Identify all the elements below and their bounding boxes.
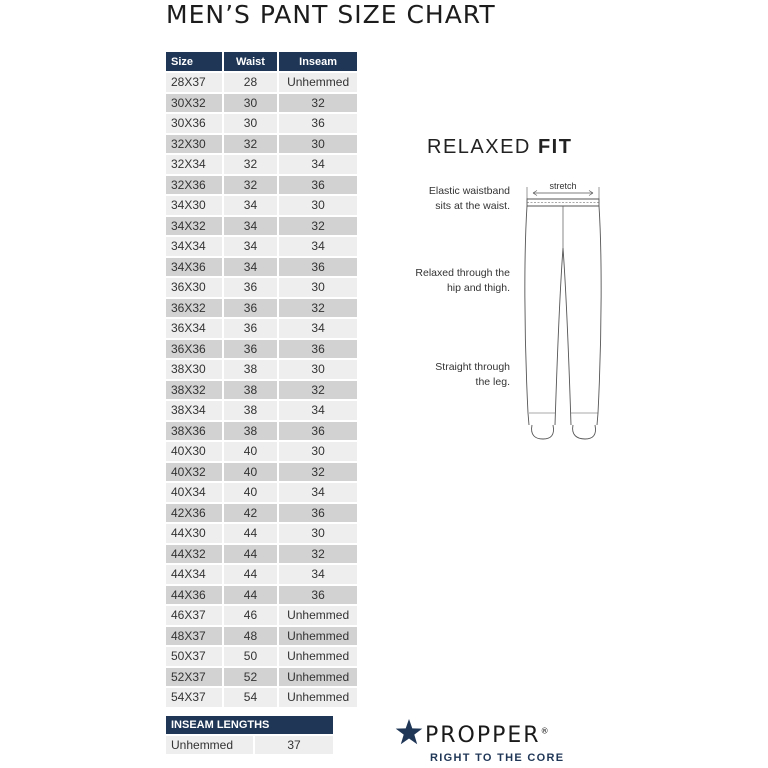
cell-size: 44X32 xyxy=(166,545,222,564)
table-row xyxy=(166,688,357,707)
cell-size: 34X34 xyxy=(166,237,222,256)
cell-inseam: 36 xyxy=(279,340,357,359)
table-row xyxy=(166,401,357,420)
cell-inseam: Unhemmed xyxy=(279,688,357,707)
cell-size: 40X30 xyxy=(166,442,222,461)
cell-inseam: 34 xyxy=(279,401,357,420)
cell-inseam: 30 xyxy=(279,135,357,154)
cell-inseam: 32 xyxy=(279,463,357,482)
cell-inseam: 32 xyxy=(279,94,357,113)
cell-size: 32X34 xyxy=(166,155,222,174)
fit-note-line: Relaxed through the xyxy=(415,267,510,279)
cell-inseam: Unhemmed xyxy=(279,606,357,625)
cell-waist: 38 xyxy=(224,401,278,420)
cell-inseam: 30 xyxy=(279,524,357,543)
stretch-label: stretch xyxy=(549,181,577,191)
cell-waist: 30 xyxy=(224,94,278,113)
inseam-lengths-table xyxy=(166,716,333,754)
cell-size: 32X30 xyxy=(166,135,222,154)
table-header-row xyxy=(166,52,357,71)
cell-size: 36X30 xyxy=(166,278,222,297)
cell-inseam: Unhemmed xyxy=(279,627,357,646)
cell-size: 40X34 xyxy=(166,483,222,502)
cell-inseam: 34 xyxy=(279,237,357,256)
cell-waist: 40 xyxy=(224,483,278,502)
cell-waist: 34 xyxy=(224,217,278,236)
table-row xyxy=(166,176,357,195)
cell-waist: 40 xyxy=(224,442,278,461)
cell-size: 32X36 xyxy=(166,176,222,195)
cell-waist: 44 xyxy=(224,565,278,584)
cell-size: 40X32 xyxy=(166,463,222,482)
table-row xyxy=(166,155,357,174)
cell-size: 36X32 xyxy=(166,299,222,318)
table-row xyxy=(166,217,357,236)
cell-waist: 48 xyxy=(224,627,278,646)
cell-size: 30X36 xyxy=(166,114,222,133)
table-row xyxy=(166,504,357,523)
size-table xyxy=(164,50,359,709)
table-row xyxy=(166,627,357,646)
cell-waist: 34 xyxy=(224,237,278,256)
fit-note-line: Elastic waistband xyxy=(428,185,510,197)
cell-size: 28X37 xyxy=(166,73,222,92)
cell-waist: 30 xyxy=(224,114,278,133)
cell-waist: 32 xyxy=(224,135,278,154)
cell-inseam: 36 xyxy=(279,114,357,133)
table-row xyxy=(166,340,357,359)
cell-inseam: 36 xyxy=(279,258,357,277)
cell-inseam: 36 xyxy=(279,504,357,523)
cell-inseam: 34 xyxy=(279,155,357,174)
table-row xyxy=(166,442,357,461)
cell-size: 54X37 xyxy=(166,688,222,707)
table-row xyxy=(166,319,357,338)
cell-size: 50X37 xyxy=(166,647,222,666)
table-row xyxy=(166,565,357,584)
cell-waist: 44 xyxy=(224,524,278,543)
cell-size: 34X30 xyxy=(166,196,222,215)
table-row xyxy=(166,668,357,687)
cell-size: 48X37 xyxy=(166,627,222,646)
cell-waist: 52 xyxy=(224,668,278,687)
cell-inseam: 30 xyxy=(279,442,357,461)
cell-inseam: 30 xyxy=(279,196,357,215)
fit-note-line: hip and thigh. xyxy=(446,282,510,294)
fit-note-line: Straight through xyxy=(435,361,510,373)
star-icon xyxy=(395,718,423,746)
brand-name xyxy=(425,723,551,748)
cell-waist: 36 xyxy=(224,319,278,338)
inseam-lengths-label: Unhemmed xyxy=(166,736,253,754)
cell-size: 36X36 xyxy=(166,340,222,359)
table-row xyxy=(166,381,357,400)
cell-inseam: Unhemmed xyxy=(279,668,357,687)
cell-size: 44X30 xyxy=(166,524,222,543)
table-row xyxy=(166,524,357,543)
cell-inseam: Unhemmed xyxy=(279,647,357,666)
cell-size: 38X30 xyxy=(166,360,222,379)
table-row xyxy=(166,463,357,482)
table-row xyxy=(166,299,357,318)
cell-waist: 36 xyxy=(224,340,278,359)
cell-inseam: 34 xyxy=(279,565,357,584)
cell-inseam: 36 xyxy=(279,586,357,605)
cell-inseam: 32 xyxy=(279,381,357,400)
table-row xyxy=(166,606,357,625)
cell-waist: 44 xyxy=(224,545,278,564)
cell-size: 30X32 xyxy=(166,94,222,113)
brand-name-text: PROPPER xyxy=(425,723,541,748)
cell-size: 46X37 xyxy=(166,606,222,625)
fit-title-light: RELAXED xyxy=(427,136,531,158)
table-row xyxy=(166,586,357,605)
cell-waist: 34 xyxy=(224,196,278,215)
inseam-lengths-row xyxy=(166,736,333,754)
cell-waist: 42 xyxy=(224,504,278,523)
cell-waist: 40 xyxy=(224,463,278,482)
table-row xyxy=(166,545,357,564)
cell-waist: 46 xyxy=(224,606,278,625)
cell-inseam: 32 xyxy=(279,299,357,318)
column-header-inseam: Inseam xyxy=(279,52,357,71)
cell-waist: 50 xyxy=(224,647,278,666)
fit-note-line: the leg. xyxy=(475,376,510,388)
cell-waist: 32 xyxy=(224,155,278,174)
table-row xyxy=(166,135,357,154)
table-row xyxy=(166,258,357,277)
table-row xyxy=(166,278,357,297)
cell-size: 42X36 xyxy=(166,504,222,523)
cell-size: 38X32 xyxy=(166,381,222,400)
table-row xyxy=(166,114,357,133)
table-row xyxy=(166,237,357,256)
cell-size: 36X34 xyxy=(166,319,222,338)
table-row xyxy=(166,73,357,92)
cell-waist: 32 xyxy=(224,176,278,195)
cell-waist: 44 xyxy=(224,586,278,605)
pants-illustration xyxy=(515,173,610,448)
inseam-lengths-value: 37 xyxy=(255,736,333,754)
cell-size: 52X37 xyxy=(166,668,222,687)
fit-title-bold: FIT xyxy=(537,136,573,158)
page-title: MEN’S PANT SIZE CHART xyxy=(166,0,496,29)
table-row xyxy=(166,196,357,215)
table-row xyxy=(166,483,357,502)
cell-waist: 38 xyxy=(224,422,278,441)
fit-note-hip xyxy=(390,266,510,296)
cell-waist: 36 xyxy=(224,278,278,297)
trademark-mark: ® xyxy=(540,726,551,736)
cell-size: 44X36 xyxy=(166,586,222,605)
cell-inseam: 32 xyxy=(279,217,357,236)
cell-size: 38X34 xyxy=(166,401,222,420)
cell-inseam: 34 xyxy=(279,483,357,502)
cell-size: 44X34 xyxy=(166,565,222,584)
cell-waist: 54 xyxy=(224,688,278,707)
column-header-size: Size xyxy=(166,52,222,71)
cell-waist: 28 xyxy=(224,73,278,92)
table-row xyxy=(166,422,357,441)
cell-waist: 38 xyxy=(224,360,278,379)
column-header-waist: Waist xyxy=(224,52,278,71)
table-row xyxy=(166,94,357,113)
fit-note-leg xyxy=(390,360,510,390)
cell-waist: 34 xyxy=(224,258,278,277)
cell-inseam: 30 xyxy=(279,278,357,297)
cell-inseam: 36 xyxy=(279,176,357,195)
cell-inseam: 30 xyxy=(279,360,357,379)
brand-tagline: RIGHT TO THE CORE xyxy=(430,752,565,764)
cell-waist: 38 xyxy=(224,381,278,400)
cell-inseam: 36 xyxy=(279,422,357,441)
fit-note-line: sits at the waist. xyxy=(435,200,510,212)
cell-size: 34X32 xyxy=(166,217,222,236)
fit-title xyxy=(427,136,572,159)
cell-inseam: Unhemmed xyxy=(279,73,357,92)
table-row xyxy=(166,360,357,379)
cell-waist: 36 xyxy=(224,299,278,318)
cell-inseam: 32 xyxy=(279,545,357,564)
table-row xyxy=(166,647,357,666)
fit-note-waistband xyxy=(390,184,510,214)
cell-size: 38X36 xyxy=(166,422,222,441)
cell-size: 34X36 xyxy=(166,258,222,277)
inseam-lengths-header: INSEAM LENGTHS xyxy=(166,716,333,734)
cell-inseam: 34 xyxy=(279,319,357,338)
